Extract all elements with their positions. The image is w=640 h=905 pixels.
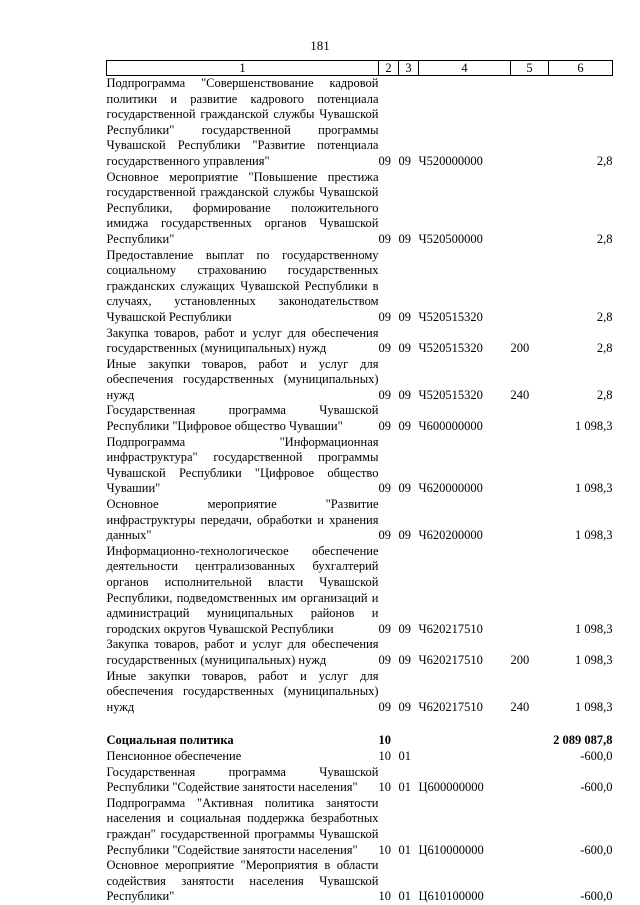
table-row (107, 858, 613, 905)
table-row (107, 796, 613, 858)
row-target-article (419, 715, 511, 733)
row-name: Государственная программа Чувашской Республики "Цифровое общество Чувашии" (106, 403, 379, 434)
row-amount: 2,8 (596, 153, 613, 168)
row-amount: 2,8 (596, 341, 613, 356)
table-row (107, 403, 613, 434)
row-target-article (419, 733, 511, 749)
row-name: Закупка товаров, работ и услуг для обеспечения государственных (муниципальных) нужд (106, 637, 379, 667)
row-subsection: 09 (398, 481, 411, 496)
row-amount: 2 089 087,8 (553, 733, 613, 748)
row-expense-type (511, 733, 549, 749)
row-name: Социальная политика (106, 733, 234, 748)
row-amount: -600,0 (580, 780, 613, 795)
header-col-subsection: 3 (399, 61, 419, 76)
table-row (107, 544, 613, 638)
row-section (379, 715, 399, 733)
table-body (107, 76, 613, 905)
row-expense-type: 200 (510, 652, 530, 667)
row-name: Закупка товаров, работ и услуг для обеспечения государственных (муниципальных) нужд (106, 325, 379, 356)
row-section: 09 (378, 652, 391, 667)
row-subsection: 09 (398, 153, 411, 168)
row-subsection (399, 733, 419, 749)
budget-table (106, 60, 613, 905)
row-name: Государственная программа Чувашской Республики "Содействие занятости населения" (106, 764, 379, 795)
row-name (107, 715, 379, 733)
table-row (107, 765, 613, 796)
row-target-article: Ц610100000 (418, 889, 484, 904)
row-target-article: Ч520515320 (418, 309, 483, 324)
row-amount: 1 098,3 (575, 699, 613, 714)
row-section: 09 (378, 419, 391, 434)
row-amount: 1 098,3 (575, 528, 613, 543)
page-number: 181 (310, 38, 330, 53)
row-name: Информационно-технологическое обеспечение деятельности централизованных бухгалтерий органов исполнительной власти Чувашской Республики, подведомственных им организаций и администраций муниципальных районов и городских округов Чувашской Республики (106, 543, 379, 636)
row-expense-type (511, 497, 549, 544)
row-section: 10 (378, 733, 391, 748)
row-target-article (419, 749, 511, 765)
row-target-article: Ч520515320 (418, 341, 483, 356)
row-expense-type (511, 765, 549, 796)
row-amount: -600,0 (580, 842, 613, 857)
table-row (107, 170, 613, 248)
header-col-target-article: 4 (419, 61, 511, 76)
row-target-article: Ц610000000 (418, 842, 484, 857)
row-subsection: 09 (398, 419, 411, 434)
row-amount: 1 098,3 (575, 481, 613, 496)
row-section: 09 (378, 387, 391, 402)
row-expense-type (511, 715, 549, 733)
row-section: 10 (378, 780, 391, 795)
row-section: 09 (378, 528, 391, 543)
row-name: Основное мероприятие "Мероприятия в области содействия занятости населения Чувашской Республики" (106, 858, 379, 904)
row-target-article: Ч620000000 (418, 481, 483, 496)
row-amount: 1 098,3 (575, 419, 613, 434)
row-expense-type (511, 858, 549, 905)
row-amount: -600,0 (580, 889, 613, 904)
row-subsection (399, 715, 419, 733)
row-section: 09 (378, 621, 391, 636)
row-expense-type (511, 403, 549, 434)
row-expense-type (511, 248, 549, 326)
row-name: Иные закупки товаров, работ и услуг для обеспечения государственных (муниципальных) нужд (106, 668, 379, 714)
row-section: 09 (378, 699, 391, 714)
row-expense-type (511, 435, 549, 497)
row-subsection: 09 (398, 341, 411, 356)
table-row (107, 715, 613, 733)
row-subsection: 01 (398, 889, 411, 904)
row-amount (549, 715, 613, 733)
row-name: Основное мероприятие "Развитие инфраструктуры передачи, обработки и хранения данных" (106, 497, 379, 543)
row-expense-type: 240 (510, 699, 530, 714)
table-row (107, 497, 613, 544)
table-row (107, 669, 613, 716)
header-col-name: 1 (107, 61, 379, 76)
table-row (107, 435, 613, 497)
row-name: Подпрограмма "Совершенствование кадровой политики и развитие кадрового потенциала государственной гражданской службы Чувашской Республики" государственной программы Чувашской Республики "Развитие потенциала государственного управления" (106, 76, 379, 168)
row-name: Подпрограмма "Информационная инфраструктура" государственной программы Чувашской Республики "Цифровое общество Чувашии" (106, 434, 379, 496)
table-row (107, 749, 613, 765)
row-amount: 2,8 (596, 231, 613, 246)
row-expense-type: 200 (510, 341, 530, 356)
row-target-article: Ч620217510 (418, 652, 483, 667)
row-section: 10 (378, 748, 391, 763)
row-target-article: Ч600000000 (418, 419, 483, 434)
row-expense-type (511, 544, 549, 638)
row-target-article: Ч620217510 (418, 621, 483, 636)
row-subsection: 09 (398, 528, 411, 543)
row-subsection: 01 (398, 748, 411, 763)
row-amount: 1 098,3 (575, 621, 613, 636)
row-name: Пенсионное обеспечение (106, 748, 242, 763)
row-expense-type (511, 796, 549, 858)
row-name: Предоставление выплат по государственному социальному страхованию государственных гражданских служащих Чувашской Республики в случаях, установленных законодательством Чувашской Республики (106, 247, 379, 324)
header-col-section: 2 (379, 61, 399, 76)
row-target-article: Ц600000000 (418, 780, 484, 795)
row-amount: 1 098,3 (575, 652, 613, 667)
row-amount: 2,8 (596, 309, 613, 324)
table-row (107, 76, 613, 170)
row-section: 09 (378, 341, 391, 356)
table-row (107, 733, 613, 749)
table-header-row (107, 61, 613, 76)
row-target-article: Ч520500000 (418, 231, 483, 246)
row-expense-type (511, 76, 549, 170)
row-subsection: 09 (398, 309, 411, 324)
row-subsection: 09 (398, 387, 411, 402)
row-expense-type (511, 170, 549, 248)
header-col-expense-type: 5 (511, 61, 549, 76)
row-section: 10 (378, 842, 391, 857)
row-amount: -600,0 (580, 748, 613, 763)
row-amount: 2,8 (596, 387, 613, 402)
table-row (107, 326, 613, 357)
row-expense-type (511, 749, 549, 765)
row-section: 09 (378, 481, 391, 496)
row-target-article: Ч620200000 (418, 528, 483, 543)
row-section: 09 (378, 309, 391, 324)
table-row (107, 637, 613, 668)
table-row (107, 248, 613, 326)
row-subsection: 09 (398, 231, 411, 246)
row-target-article: Ч520000000 (418, 153, 483, 168)
row-expense-type: 240 (510, 387, 530, 402)
row-section: 10 (378, 889, 391, 904)
row-name: Подпрограмма "Активная политика занятости населения и социальная поддержка безработных граждан" государственной программы Чувашской Республики "Содействие занятости населения" (106, 795, 379, 857)
row-subsection: 09 (398, 652, 411, 667)
row-subsection: 09 (398, 621, 411, 636)
row-name: Иные закупки товаров, работ и услуг для обеспечения государственных (муниципальных) нужд (106, 356, 379, 402)
row-section: 09 (378, 153, 391, 168)
row-name: Основное мероприятие "Повышение престижа государственной гражданской службы Чувашской Республики, формирование положительного имиджа государственных органов Чувашской Республики" (106, 169, 379, 246)
row-subsection: 01 (398, 842, 411, 857)
row-target-article: Ч620217510 (418, 699, 483, 714)
row-subsection: 01 (398, 780, 411, 795)
table-row (107, 357, 613, 404)
row-section: 09 (378, 231, 391, 246)
row-subsection: 09 (398, 699, 411, 714)
header-col-amount: 6 (549, 61, 613, 76)
row-target-article: Ч520515320 (418, 387, 483, 402)
